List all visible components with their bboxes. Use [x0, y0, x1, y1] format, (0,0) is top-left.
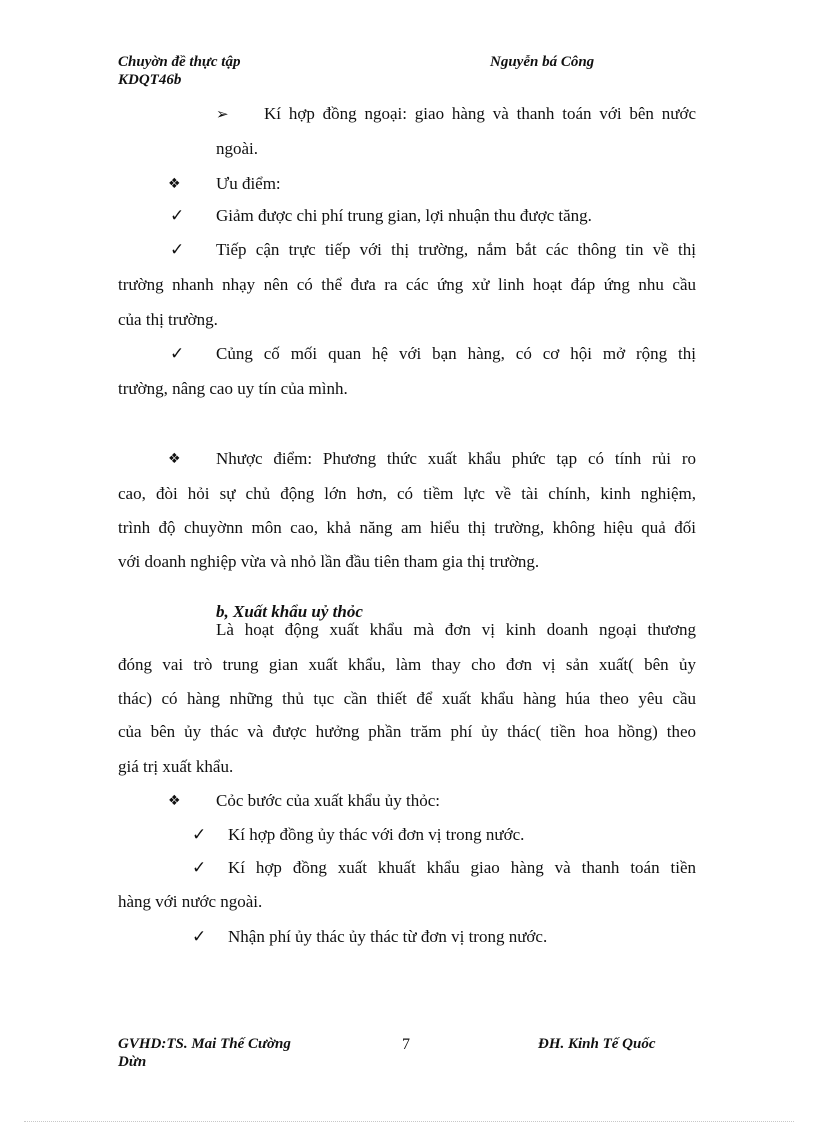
body-line: Giảm được chi phí trung gian, lợi nhuận thu được tăng.	[216, 206, 592, 225]
body-line: của bên ủy thác và được hưởng phần trăm phí ủy thác( tiền hoa hồng) theo	[118, 722, 696, 741]
footer-advisor: GVHD:TS. Mai Thế Cường	[118, 1036, 291, 1052]
diamond-bullet-icon: ❖	[168, 793, 181, 809]
body-line: Kí hợp đồng ngoại: giao hàng và thanh toán với bên nước	[264, 104, 696, 123]
body-line: cao, đòi hỏi sự chủ động lớn hơn, có tiềm lực về tài chính, kinh nghiệm,	[118, 484, 696, 503]
check-bullet-icon: ✓	[192, 927, 207, 947]
body-line: trường nhanh nhạy nên có thể đưa ra các ứng xử linh hoạt đáp ứng nhu cầu	[118, 275, 696, 294]
arrow-bullet-icon: ➢	[216, 105, 229, 123]
footer-university: ĐH. Kinh Tế Quốc	[538, 1036, 656, 1052]
check-bullet-icon: ✓	[170, 344, 185, 364]
body-line: Kí hợp đồng ủy thác với đơn vị trong nước.	[228, 825, 525, 844]
body-line: Nhược điểm: Phương thức xuất khẩu phức tạp có tính rủi ro	[216, 449, 696, 468]
body-line: giá trị xuất khẩu.	[118, 757, 234, 776]
body-line: Là hoạt động xuất khẩu mà đơn vị kinh doanh ngoại thương	[216, 620, 696, 639]
body-line: Kí hợp đồng xuất khuất khẩu giao hàng và thanh toán tiền	[228, 858, 696, 877]
header-course-title: Chuyờn đề thực tập	[118, 54, 241, 70]
body-line: của thị trường.	[118, 310, 218, 329]
header-author-name: Nguyễn bá Công	[490, 54, 595, 70]
body-line: Nhận phí ủy thác ủy thác từ đơn vị trong nước.	[228, 927, 548, 946]
check-bullet-icon: ✓	[170, 240, 185, 260]
check-bullet-icon: ✓	[170, 206, 185, 226]
body-line: Cỏc bước của xuất khẩu ủy thỏc:	[216, 791, 441, 810]
body-line: với doanh nghiệp vừa và nhỏ lần đầu tiên tham gia thị trường.	[118, 552, 540, 571]
diamond-bullet-icon: ❖	[168, 176, 181, 192]
body-line: trình độ chuyờnn môn cao, khả năng am hiểu thị trường, không hiệu quả đối	[118, 518, 696, 537]
body-line: ngoài.	[216, 139, 259, 158]
body-line: thác) có hàng những thủ tục cần thiết để xuất khẩu hàng húa theo yêu cầu	[118, 689, 696, 708]
check-bullet-icon: ✓	[192, 858, 207, 878]
diamond-bullet-icon: ❖	[168, 451, 181, 467]
header-class-code: KDQT46b	[118, 72, 182, 88]
page-number: 7	[402, 1036, 410, 1053]
section-heading: b, Xuất khẩu uỷ thỏc	[216, 602, 363, 621]
body-line: hàng với nước ngoài.	[118, 892, 263, 911]
body-line: Củng cố mối quan hệ với bạn hàng, có cơ hội mở rộng thị	[216, 344, 696, 363]
body-line: Ưu điểm:	[216, 174, 281, 193]
check-bullet-icon: ✓	[192, 825, 207, 845]
body-line: trường, nâng cao uy tín của mình.	[118, 379, 348, 398]
body-line: đóng vai trò trung gian xuất khẩu, làm thay cho đơn vị sản xuất( bên ủy	[118, 655, 696, 674]
body-line: Tiếp cận trực tiếp với thị trường, nắm bắt các thông tin về thị	[216, 240, 696, 259]
footer-advisor-continued: Dừn	[118, 1054, 147, 1070]
page-bottom-divider	[24, 1121, 794, 1122]
